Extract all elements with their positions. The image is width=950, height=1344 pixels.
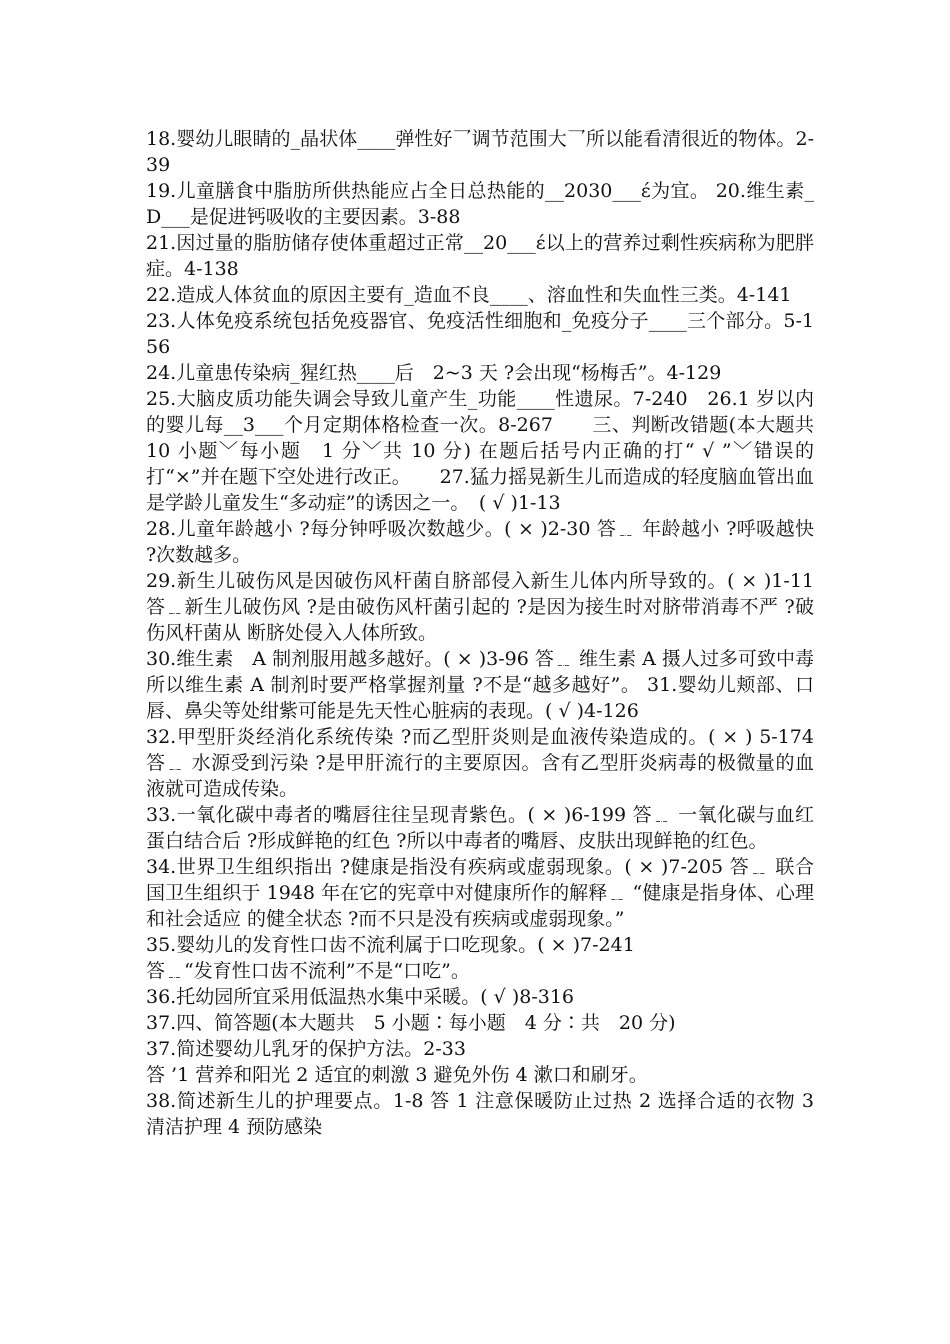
question-30-31: 30.维生素 A 制剂服用越多越好。( × )3-96 答﹎ 维生素 A 摄人过多可致中毒所以维生素 A 制剂时要严格掌握剂量 ?不是“越多越好”。 31.婴幼儿颊部、口唇、鼻尖等处绀紫可能是先天性心脏病的表现。( √ )4-126 [146, 648, 814, 722]
question-18: 18.婴幼儿眼睛的_晶状体____弹性好乛调节范围大乛所以能看清很近的物体。2-39 [146, 128, 814, 176]
question-29: 29.新生儿破伤风是因破伤风杆菌自脐部侵入新生儿体内所导致的。( × )1-11 答﹎新生儿破伤风 ?是由破伤风杆菌引起的 ?是因为接生时对脐带消毒不严 ?破伤风杆菌从 断脐处侵入人体所致。 [146, 570, 814, 644]
question-32: 32.甲型肝炎经消化系统传染 ?而乙型肝炎则是血液传染造成的。( × ) 5-174 答﹎ 水源受到污染 ?是甲肝流行的主要原因。含有乙型肝炎病毒的极微量的血液就可造成传染。 [146, 726, 814, 800]
question-21: 21.因过量的脂肪储存使体重超过正常__20___ɛ́以上的营养过剩性疾病称为肥胖症。4-138 [146, 232, 814, 280]
document-body [146, 126, 834, 1140]
question-36: 36.托幼园所宜采用低温热水集中采暖。( √ )8-316 [146, 986, 575, 1008]
question-24: 24.儿童患传染病_猩红热____后 2~3 天 ?会出现“杨梅舌”。4-129 [146, 362, 722, 384]
question-38: 38.简述新生儿的护理要点。1-8 答 1 注意保暖防止过热 2 选择合适的衣物 3 清洁护理 4 预防感染 [146, 1090, 814, 1138]
question-37: 37.简述婴幼儿乳牙的保护方法。2-33 [146, 1038, 466, 1060]
answer-35: 答﹎“发育性口齿不流利”不是“口吃”。 [146, 960, 470, 982]
question-19-20: 19.儿童膳食中脂肪所供热能应占全日总热能的__2030___ɛ́为宜。 20.维生素_D___是促进钙吸收的主要因素。3-88 [146, 180, 814, 228]
question-34: 34.世界卫生组织指出 ?健康是指没有疾病或虚弱现象。( × )7-205 答﹎ 联合国卫生组织于 1948 年在它的宪章中对健康所作的解释﹎ “健康是指身体、心理和社会适应 的健全状态 ?而不只是没有疾病或虚弱现象。” [146, 856, 814, 930]
question-35: 35.婴幼儿的发育性口齿不流利属于口吃现象。( × )7-241 [146, 934, 635, 956]
question-33: 33.一氧化碳中毒者的嘴唇往往呈现青紫色。( × )6-199 答﹎ 一氧化碳与血红蛋白结合后 ?形成鲜艳的红色 ?所以中毒者的嘴唇、皮肤出现鲜艳的红色。 [146, 804, 814, 852]
answer-37: 答 ’1 营养和阳光 2 适宜的刺激 3 避免外伤 4 漱口和刷牙。 [146, 1064, 648, 1086]
section-heading-short-answer: 37.四、简答题(本大题共 5 小题∶每小题 4 分∶共 20 分) [146, 1012, 676, 1034]
question-22: 22.造成人体贫血的原因主要有_造血不良____、溶血性和失血性三类。4-141 [146, 284, 792, 306]
question-23: 23.人体免疫系统包括免疫器官、免疫活性细胞和_免疫分子____三个部分。5-156 [146, 310, 814, 358]
question-25-27: 25.大脑皮质功能失调会导致儿童产生_功能____性遗尿。7-240 26.1 岁以内的婴儿每__3___个月定期体格检查一次。8-267 三、判断改错题(本大题共 10 小题﹀每小题 1 分﹀共 10 分) 在题后括号内正确的打“ √ ”﹀错误的打“×”并在题下空处进行改正。 27.猛力摇晃新生儿而造成的轻度脑血管出血是学龄儿童发生“多动症”的诱因之一。 ( √ )1-13 [146, 388, 834, 514]
question-28: 28.儿童年龄越小 ?每分钟呼吸次数越少。( × )2-30 答﹎ 年龄越小 ?呼吸越快 ?次数越多。 [146, 518, 814, 566]
